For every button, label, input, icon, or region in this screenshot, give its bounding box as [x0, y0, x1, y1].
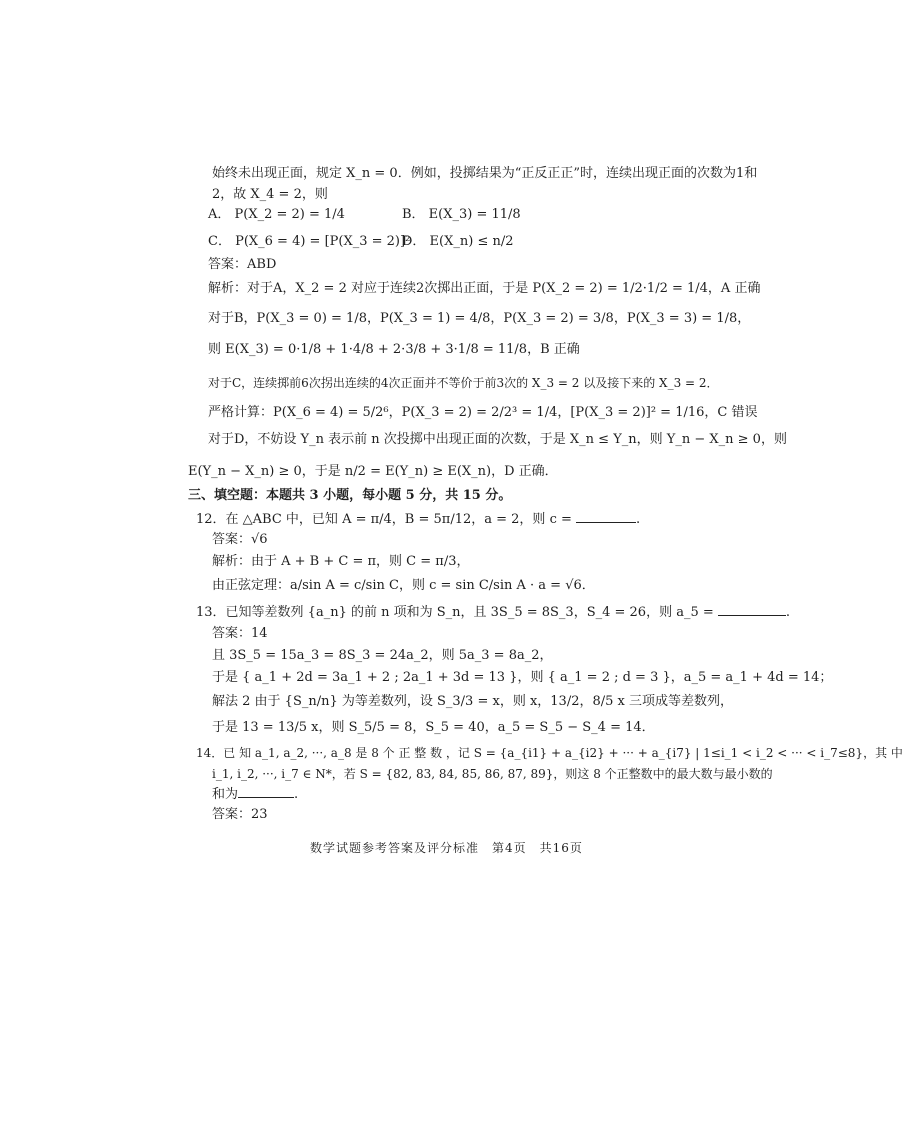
- option-b: B． E(X_3) = 11/8: [402, 207, 521, 222]
- page-footer: 数学试题参考答案及评分标准 第4页 共16页: [310, 841, 583, 855]
- answer-blank: [238, 785, 294, 798]
- question-12: 12．在 △ABC 中，已知 A = π/4，B = 5π/12，a = 2，则 c = .: [196, 512, 641, 527]
- analysis-line: 则 E(X_3) = 0·1/8 + 1·4/8 + 2·3/8 + 3·1/8 = 11/8，B 正确: [208, 342, 580, 357]
- option-c: C． P(X_6 = 4) = [P(X_3 = 2)]²: [208, 234, 411, 249]
- analysis-line: 解析：由于 A + B + C = π，则 C = π/3，: [212, 554, 470, 569]
- option-d: D． E(X_n) ≤ n/2: [402, 234, 514, 249]
- analysis-line: 于是 { a_1 + 2d = 3a_1 + 2 ; 2a_1 + 3d = 13 }，则 { a_1 = 2 ; d = 3 }，a_5 = a_1 + 4d = 14；: [212, 670, 833, 685]
- option-a: A． P(X_2 = 2) = 1/4: [208, 207, 345, 222]
- analysis-line: 严格计算：P(X_6 = 4) = 5/2⁶，P(X_3 = 2) = 2/2³ = 1/4，[P(X_3 = 2)]² = 1/16，C 错误: [208, 405, 758, 420]
- answer-line: 答案：ABD: [208, 257, 277, 272]
- question-12-text: 12．在 △ABC 中，已知 A = π/4，B = 5π/12，a = 2，则 c =: [196, 512, 572, 527]
- question-13: 13．已知等差数列 {a_n} 的前 n 项和为 S_n，且 3S_5 = 8S_3，S_4 = 26，则 a_5 = .: [196, 605, 791, 620]
- question-13-text: 13．已知等差数列 {a_n} 的前 n 项和为 S_n，且 3S_5 = 8S_3，S_4 = 26，则 a_5 =: [196, 605, 714, 620]
- analysis-line: 对于D，不妨设 Y_n 表示前 n 次投掷中出现正面的次数，于是 X_n ≤ Y_n，则 Y_n − X_n ≥ 0，则: [208, 432, 787, 447]
- text-line: 始终未出现正面，规定 X_n = 0．例如，投掷结果为“正反正正”时，连续出现正面的次数为1和: [212, 166, 758, 181]
- analysis-line: 对于B，P(X_3 = 0) = 1/8，P(X_3 = 1) = 4/8，P(X_3 = 2) = 3/8，P(X_3 = 3) = 1/8，: [208, 311, 751, 326]
- question-14-cont: i_1, i_2, ···, i_7 ∈ N*，若 S = {82, 83, 84, 85, 86, 87, 89}，则这 8 个正整数中的最大数与最小数的: [212, 767, 773, 781]
- analysis-line: 对于C，连续掷前6次拐出连续的4次正面并不等价于前3次的 X_3 = 2 以及接下来的 X_3 = 2．: [208, 376, 719, 390]
- question-14-cont: 和为 .: [212, 787, 299, 802]
- answer-line: 答案：14: [212, 626, 268, 641]
- answer-blank: [576, 510, 636, 523]
- analysis-line: 于是 13 = 13/5 x，则 S_5/5 = 8，S_5 = 40，a_5 = S_5 − S_4 = 14．: [212, 720, 655, 735]
- analysis-line: 且 3S_5 = 15a_3 = 8S_3 = 24a_2，则 5a_3 = 8a_2，: [212, 648, 553, 663]
- analysis-line: 由正弦定理：a/sin A = c/sin C，则 c = sin C/sin A · a = √6．: [212, 578, 595, 593]
- section-heading: 三、填空题：本题共 3 小题，每小题 5 分，共 15 分。: [188, 488, 512, 503]
- analysis-line: 解法 2 由于 {S_n/n} 为等差数列，设 S_3/3 = x，则 x，13/2，8/5 x 三项成等差数列，: [212, 694, 733, 709]
- answer-blank: [718, 603, 786, 616]
- analysis-line: 解析：对于A，X_2 = 2 对应于连续2次掷出正面，于是 P(X_2 = 2) = 1/2·1/2 = 1/4，A 正确: [208, 281, 761, 296]
- answer-line: 答案：23: [212, 807, 268, 822]
- question-14: 14．已 知 a_1, a_2, ···, a_8 是 8 个 正 整 数 ，记 S = {a_{i1} + a_{i2} + ··· + a_{i7} | 1≤i_1 < i_2 < ··· < i_7≤8}，其 中: [196, 746, 903, 760]
- question-14-end: 和为: [212, 787, 239, 802]
- answer-line: 答案：√6: [212, 532, 268, 547]
- analysis-line: E(Y_n − X_n) ≥ 0，于是 n/2 = E(Y_n) ≥ E(X_n)，D 正确．: [188, 464, 558, 479]
- text-line: 2，故 X_4 = 2，则: [212, 187, 328, 202]
